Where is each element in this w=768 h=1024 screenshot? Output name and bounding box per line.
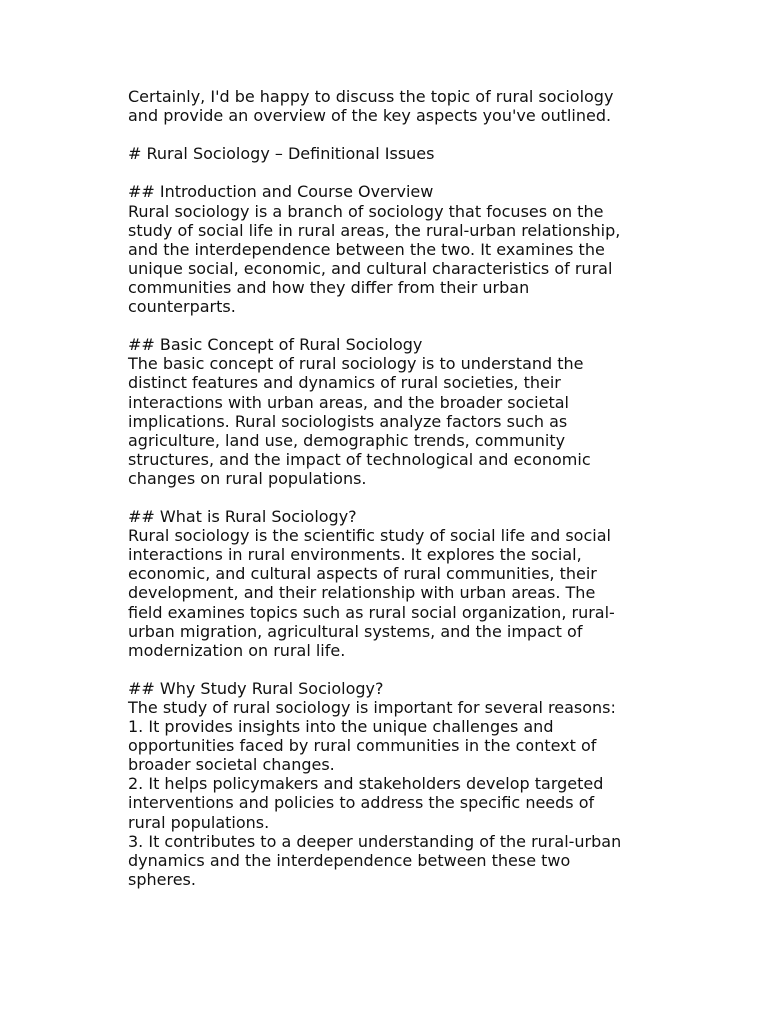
- paragraph-line: structures, and the impact of technological and economic: [128, 449, 591, 469]
- paragraph-line: The basic concept of rural sociology is to understand the: [128, 354, 584, 374]
- paragraph-line: urban migration, agricultural systems, and the impact of: [128, 621, 583, 641]
- paragraph-line: The study of rural sociology is important for several reasons:: [128, 698, 616, 717]
- blank-line: [128, 316, 688, 335]
- paragraph-line: study of social life in rural areas, the rural-urban relationship,: [128, 220, 621, 240]
- paragraph-line: economic, and cultural aspects of rural communities, their: [128, 564, 597, 584]
- section-heading-introduction: ## Introduction and Course Overview: [128, 182, 434, 202]
- list-item-line: opportunities faced by rural communities in the context of: [128, 736, 597, 756]
- paragraph-line: field examines topics such as rural social organization, rural-: [128, 602, 615, 622]
- list-item-line: broader societal changes.: [128, 755, 335, 775]
- paragraph-line: implications. Rural sociologists analyze factors such as: [128, 411, 568, 431]
- paragraph-line: interactions with urban areas, and the broader societal: [128, 392, 569, 412]
- list-item-line: interventions and policies to address the specific needs of: [128, 793, 595, 813]
- paragraph-line: counterparts.: [128, 297, 236, 317]
- section-heading-why-study: ## Why Study Rural Sociology?: [128, 678, 384, 698]
- paragraph-line: distinct features and dynamics of rural societies, their: [128, 373, 561, 393]
- intro-line: Certainly, I'd be happy to discuss the topic of rural sociology: [128, 87, 614, 106]
- paragraph-line: Rural sociology is the scientific study of social life and social: [128, 526, 611, 546]
- intro-line: and provide an overview of the key aspects you've outlined.: [128, 106, 612, 126]
- paragraph-line: development, and their relationship with urban areas. The: [128, 583, 596, 603]
- blank-line: [128, 660, 688, 679]
- list-item-line: 2. It helps policymakers and stakeholders develop targeted: [128, 774, 604, 794]
- list-item-line: 3. It contributes to a deeper understanding of the rural-urban: [128, 831, 622, 851]
- paragraph-line: modernization on rural life.: [128, 640, 346, 660]
- paragraph-line: communities and how they differ from their urban: [128, 277, 530, 297]
- list-item-line: 1. It provides insights into the unique challenges and: [128, 717, 554, 737]
- paragraph-line: and the interdependence between the two. It examines the: [128, 239, 605, 259]
- blank-line: [128, 488, 688, 507]
- paragraph-line: interactions in rural environments. It explores the social,: [128, 545, 582, 565]
- blank-line: [128, 163, 688, 182]
- list-item-line: rural populations.: [128, 812, 270, 832]
- list-item-line: spheres.: [128, 869, 196, 889]
- document-body: [128, 87, 688, 889]
- section-heading-basic-concept: ## Basic Concept of Rural Sociology: [128, 335, 423, 355]
- paragraph-line: unique social, economic, and cultural characteristics of rural: [128, 258, 613, 278]
- list-item-line: dynamics and the interdependence between these two: [128, 850, 571, 870]
- paragraph-line: Rural sociology is a branch of sociology that focuses on the: [128, 201, 604, 221]
- section-heading-what-is: ## What is Rural Sociology?: [128, 507, 357, 527]
- paragraph-line: changes on rural populations.: [128, 468, 367, 488]
- document-title: # Rural Sociology – Definitional Issues: [128, 144, 435, 164]
- paragraph-line: agriculture, land use, demographic trends, community: [128, 430, 566, 450]
- blank-line: [128, 125, 688, 144]
